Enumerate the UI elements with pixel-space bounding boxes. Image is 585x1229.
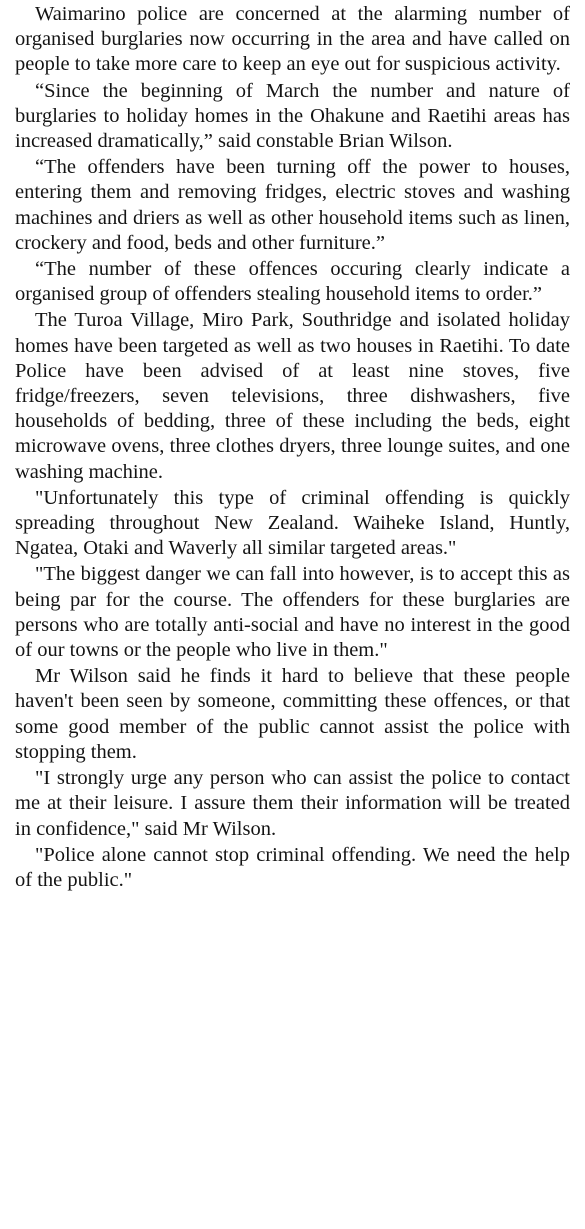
paragraph-5: The Turoa Village, Miro Park, Southridge and isolated holiday homes have been targeted as well as two houses in Raetihi. To date Police have been advised of at least nine stoves, five fridge/freezers, seven televisions, three dishwashers, five households of bedding, three of these including the beds, eight microwave ovens, three clothes dryers, three lounge suites, and one washing machine. [15, 309, 570, 483]
paragraph-4: “The number of these offences occuring clearly indicate a organised group of offenders stealing household items to order.” [15, 258, 570, 306]
paragraph-1: Waimarino police are concerned at the alarming number of organised burglaries now occurring in the area and have called on people to take more care to keep an eye out for suspicious activity. [15, 3, 570, 76]
paragraph-7: "The biggest danger we can fall into however, is to accept this as being par for the course. The offenders for these burglaries are persons who are totally anti-social and have no interest in the good of our towns or the people who live in them." [15, 563, 570, 662]
paragraph-6: "Unfortunately this type of criminal offending is quickly spreading throughout New Zealand. Waiheke Island, Huntly, Ngatea, Otaki and Waverly all similar targeted areas." [15, 486, 570, 560]
paragraph-9: "I strongly urge any person who can assist the police to contact me at their leisure. I assure them their information will be treated in confidence," said Mr Wilson. [15, 767, 570, 840]
paragraph-8: Mr Wilson said he finds it hard to believe that these people haven't been seen by someone, committing these offences, or that some good member of the public cannot assist the police with stopping them. [15, 665, 570, 763]
article-body [15, 2, 570, 893]
paragraph-3: “The offenders have been turning off the power to houses, entering them and removing fridges, electric stoves and washing machines and driers as well as other household items such as linen, crockery and food, beds and other furniture.” [15, 156, 570, 254]
paragraph-2: “Since the beginning of March the number and nature of burglaries to holiday homes in the Ohakune and Raetihi areas has increased dramatically,” said constable Brian Wilson. [15, 79, 570, 153]
paragraph-10: "Police alone cannot stop criminal offending. We need the help of the public." [15, 843, 570, 891]
